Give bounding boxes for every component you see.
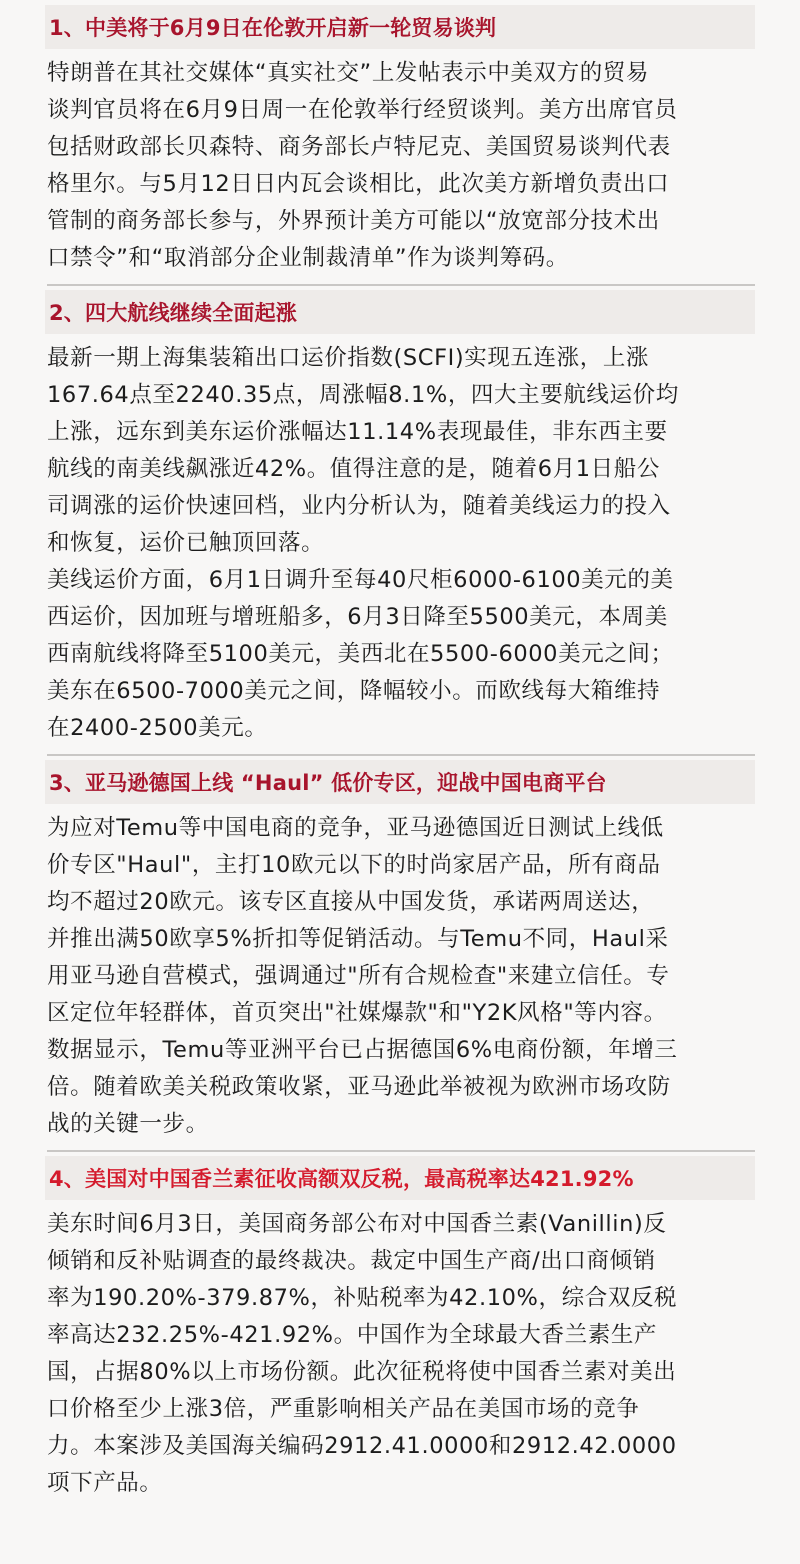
body-text-line: 西运价，因加班与增班船多，6月3日降至5500美元，本周美 [47, 604, 668, 630]
body-text-line: 格里尔。与5月12日日内瓦会谈相比，此次美方新增负责出口 [47, 171, 670, 197]
body-text-line: 为应对Temu等中国电商的竞争，亚马逊德国近日测试上线低 [47, 815, 664, 841]
body-text-line: 西南航线将降至5100美元，美西北在5500-6000美元之间； [47, 641, 674, 667]
news-section [45, 1156, 755, 1502]
body-text-line: 区定位年轻群体，首页突出"社媒爆款"和"Y2K风格"等内容。 [47, 1000, 667, 1026]
body-text-line: 倾销和反补贴调查的最终裁决。裁定中国生产商/出口商倾销 [47, 1248, 656, 1274]
body-text-line: 口价格至少上涨3倍，严重影响相关产品在美国市场的竞争 [47, 1396, 640, 1422]
section-body [45, 810, 755, 1143]
body-text-line: 上涨，远东到美东运价涨幅达11.14%表现最佳，非东西主要 [47, 419, 668, 445]
body-text-line: 倍。随着欧美关税政策收紧，亚马逊此举被视为欧洲市场攻防 [47, 1074, 671, 1100]
body-text-line: 率为190.20%-379.87%，补贴税率为42.10%，综合双反税 [47, 1285, 678, 1311]
body-text-line: 美东时间6月3日，美国商务部公布对中国香兰素(Vanillin)反 [47, 1211, 667, 1237]
body-text-line: 力。本案涉及美国海关编码2912.41.0000和2912.42.0000 [47, 1433, 677, 1459]
section-body [45, 55, 755, 277]
section-heading: 2、四大航线继续全面起涨 [45, 290, 755, 334]
body-text-line: 口禁令”和“取消部分企业制裁清单”作为谈判筹码。 [47, 245, 569, 271]
body-text-line: 美线运价方面，6月1日调升至每40尺柜6000-6100美元的美 [47, 567, 674, 593]
body-text-line: 国，占据80%以上市场份额。此次征税将使中国香兰素对美出 [47, 1359, 677, 1385]
body-text-line: 均不超过20欧元。该专区直接从中国发货，承诺两周送达， [47, 889, 655, 915]
body-text-line: 战的关键一步。 [47, 1111, 209, 1137]
body-text-line: 项下产品。 [47, 1470, 163, 1496]
section-body [45, 1206, 755, 1502]
body-text-line: 数据显示，Temu等亚洲平台已占据德国6%电商份额，年增三 [47, 1037, 678, 1063]
body-text-line: 管制的商务部长参与，外界预计美方可能以“放宽部分技术出 [47, 208, 660, 234]
body-text-line: 率高达232.25%-421.92%。中国作为全球最大香兰素生产 [47, 1322, 658, 1348]
section-heading: 3、亚马逊德国上线 “Haul” 低价专区，迎战中国电商平台 [45, 760, 755, 804]
news-section [45, 760, 755, 1152]
news-section [45, 290, 755, 756]
section-heading: 1、中美将于6月9日在伦敦开启新一轮贸易谈判 [45, 5, 755, 49]
body-text-line: 并推出满50欧享5%折扣等促销活动。与Temu不同，Haul采 [47, 926, 669, 952]
body-text-line: 特朗普在其社交媒体“真实社交”上发帖表示中美双方的贸易 [47, 60, 650, 86]
body-text-line: 用亚马逊自营模式，强调通过"所有合规检查"来建立信任。专 [47, 963, 670, 989]
body-text-line: 谈判官员将在6月9日周一在伦敦举行经贸谈判。美方出席官员 [47, 97, 678, 123]
section-divider [47, 754, 755, 756]
section-divider [47, 284, 755, 286]
section-body [45, 340, 755, 747]
body-text-line: 包括财政部长贝森特、商务部长卢特尼克、美国贸易谈判代表 [47, 134, 671, 160]
body-text-line: 167.64点至2240.35点，周涨幅8.1%，四大主要航线运价均 [47, 382, 679, 408]
body-text-line: 最新一期上海集装箱出口运价指数(SCFI)实现五连涨，上涨 [47, 345, 650, 371]
body-text-line: 在2400-2500美元。 [47, 715, 268, 741]
section-heading: 4、美国对中国香兰素征收高额双反税，最高税率达421.92% [45, 1156, 755, 1200]
section-divider [47, 1150, 755, 1152]
body-text-line: 价专区"Haul"，主打10欧元以下的时尚家居产品，所有商品 [47, 852, 661, 878]
news-section [45, 5, 755, 286]
body-text-line: 美东在6500-7000美元之间，降幅较小。而欧线每大箱维持 [47, 678, 661, 704]
body-text-line: 司调涨的运价快速回档，业内分析认为，随着美线运力的投入 [47, 493, 671, 519]
body-text-line: 航线的南美线飙涨近42%。值得注意的是，随着6月1日船公 [47, 456, 660, 482]
body-text-line: 和恢复，运价已触顶回落。 [47, 530, 325, 556]
